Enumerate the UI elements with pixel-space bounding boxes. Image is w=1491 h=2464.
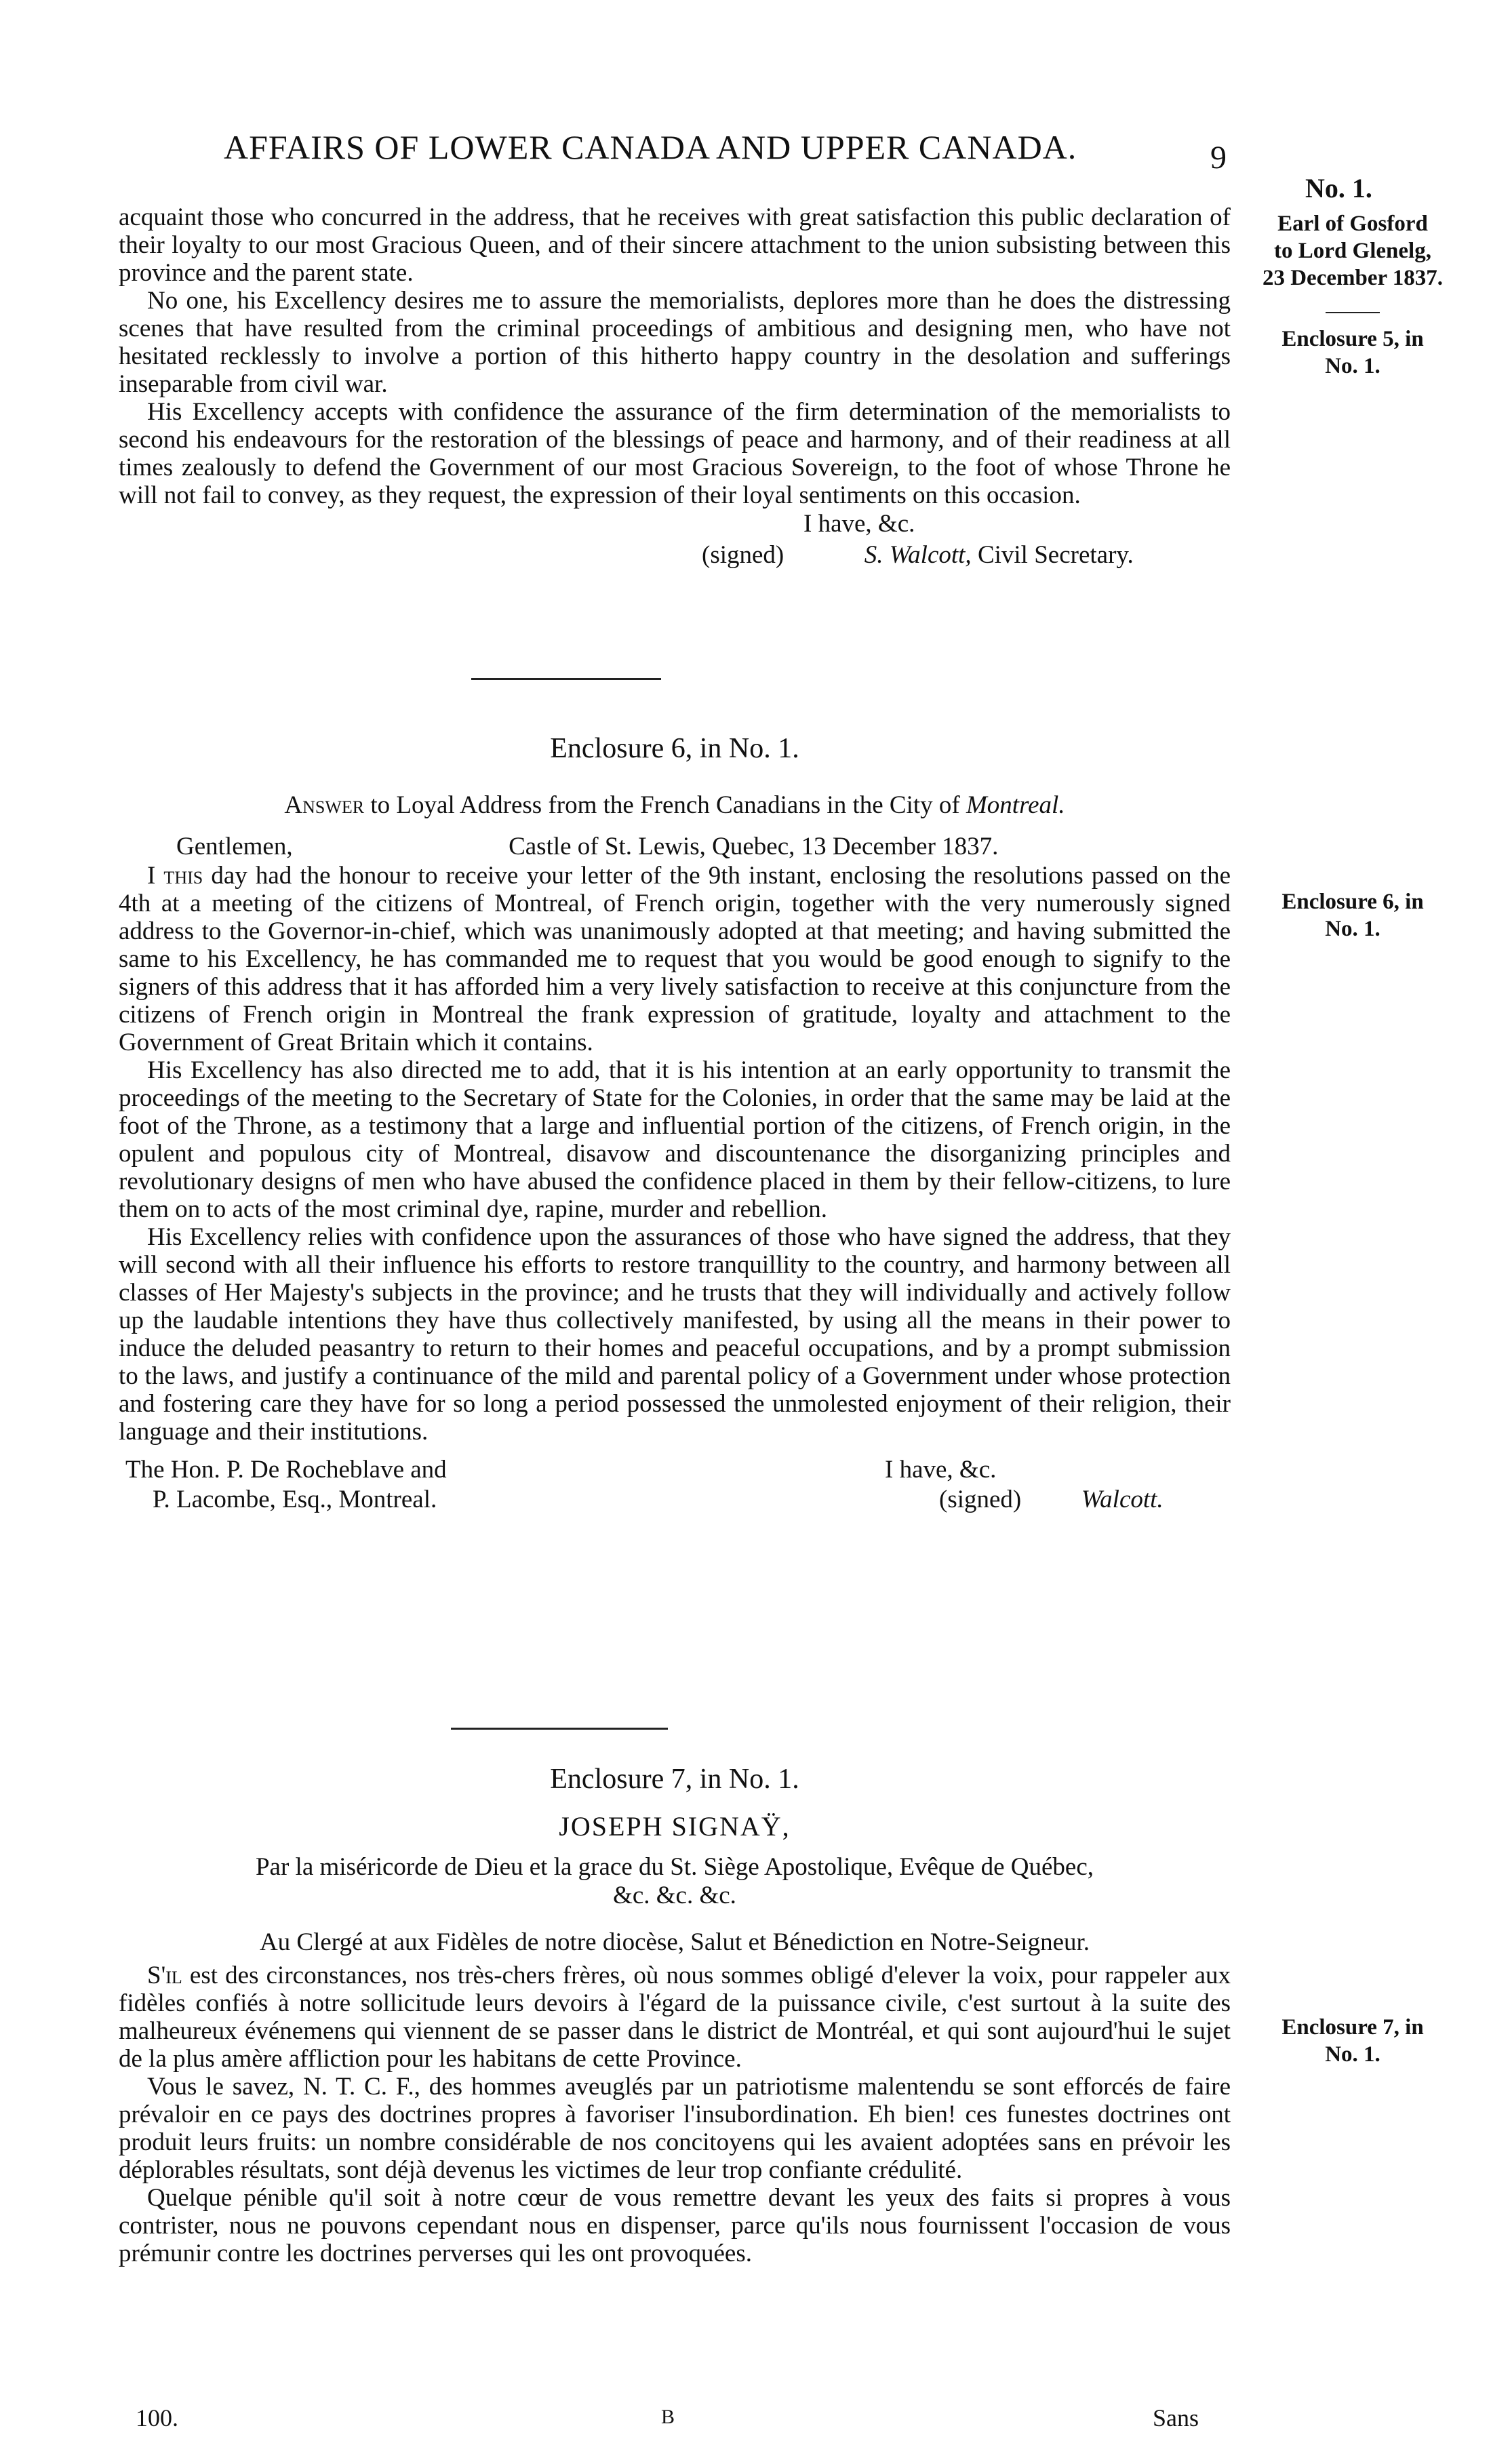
footer-number: 100. [136,2404,178,2431]
paragraph: His Excellency relies with confidence upon the assurances of those who have signed the address, that they will second with all their influence his efforts to restore tranquillity to the country, and harmony between all classes of Her Majesty's subjects in the province; and he trusts that they will individually and actively follow up the laudable intentions they have thus collectively manifested, by using all the means in their power to induce the deluded peasantry to return to their homes and peaceful occupations, and by a prompt submission to the laws, and justify a continuance of the mild and parental policy of a Government under whose protection and fostering care they have for so long a period possessed the unmolested enjoyment of their religion, their language and their institutions. [119,1223,1231,1446]
paragraph-opening: S'il [147,1962,182,1989]
paragraph-opening: I this [147,862,203,890]
signature-name: Walcott. [1081,1486,1164,1513]
margin-doc-number: No. 1. [1305,173,1372,203]
addressee-line: P. Lacombe, Esq., Montreal. [153,1486,437,1513]
salutation-line [119,832,1231,862]
place-date: Castle of St. Lewis, Quebec, 13 December 1837. [509,833,999,860]
subtitle-text: to Loyal Address from the French Canadians in the City of [364,791,966,819]
margin-correspondence-line: Earl of Gosford [1277,212,1428,236]
section-rule [451,1728,668,1730]
paragraph [119,862,1231,1056]
subtitle-city: Montreal. [966,791,1065,819]
addressee [125,1455,447,1515]
margin-enclosure-line: No. 1. [1325,917,1380,941]
enclosure-5-continuation [119,203,1231,572]
signature-line [939,1485,1164,1515]
margin-enclosure-line: Enclosure 6, in [1281,890,1424,914]
signature-title: Civil Secretary. [977,541,1134,569]
margin-rule [1326,312,1380,313]
bishop-title-line: &c. &c. &c. [613,1882,736,1909]
enclosure-heading: Enclosure 7, in No. 1. [550,1764,799,1795]
greeting: Au Clergé at aux Fidèles de notre diocèse, Salut et Bénediction en Notre-Seigneur. [259,1928,1090,1956]
catchword: Sans [1153,2404,1199,2431]
paragraph [119,1962,1231,2073]
salutation: Gentlemen, [176,833,293,860]
subtitle-caps: Answer [284,791,365,819]
paragraph: acquaint those who concurred in the address, that he receives with great satisfaction this public declaration of their loyalty to our most Gracious Queen, and of their sincere attachment to the union subsisting between this province and the parent state. [119,203,1231,287]
paragraph-text: est des circonstances, nos très-chers frères, où nous sommes obligé d'elever la voix, pour rappeler aux fidèles confiés à notre sollicitude leurs devoirs à l'égard de la puissance civile, c'est surtout à la suite des malheureux événemens qui viennent de se passer dans le district de Montréal, et qui sont aujourd'hui le sujet de la plus amère affliction pour les habitans de cette Province. [119,1962,1231,2073]
closing: I have, &c. [803,510,915,538]
closing: I have, &c. [885,1456,997,1484]
margin-enclosure-line: Enclosure 5, in [1281,327,1424,351]
bishop-title [119,1853,1231,1910]
signed-label: (signed) [939,1486,1022,1513]
bishop-title-line: Par la miséricorde de Dieu et la grace du St. Siège Apostolique, Evêque de Québec, [255,1853,1094,1881]
paragraph: His Excellency accepts with confidence the assurance of the firm determination of the memorialists to second his endeavours for the restoration of the blessings of peace and harmony, and of their readiness at all times zealously to defend the Government of our most Gracious Sovereign, to the foot of whose Throne he will not fail to convey, as they request, the expression of their loyal sentiments on this occasion. [119,398,1231,509]
running-header: AFFAIRS OF LOWER CANADA AND UPPER CANADA. [224,128,1077,166]
margin-correspondence-line: to Lord Glenelg, [1274,239,1431,263]
addressee-line: The Hon. P. De Rocheblave and [125,1456,447,1484]
paragraph: No one, his Excellency desires me to assure the memorialists, deplores more than he does the distressing scenes that have resulted from the criminal proceedings of ambitious and designing men, who have not hesitated recklessly to involve a portion of this hitherto happy country in the desolation and sufferings inseparable from civil war. [119,287,1231,398]
address-signature-block [119,1455,1231,1516]
paragraph: Vous le savez, N. T. C. F., des hommes aveuglés par un patriotisme malentendu se sont efforcés de faire prévaloir en ce pays des doctrines propres à favoriser l'insubordination. Eh bien! ces funestes doctrines ont produit leurs fruits: un nombre considérable de nos concitoyens qui les avaient adoptées sans en prévoir les déplorables résultats, sont déjà devenus les victimes de leur trop confiante crédulité. [119,2073,1231,2184]
enclosure-7 [119,1763,1231,2267]
margin-enclosure-line: Enclosure 7, in [1281,2015,1424,2040]
enclosure-6 [119,732,1231,1516]
margin-enclosure-5 [1254,325,1451,380]
margin-enclosure-6 [1254,888,1451,942]
signed-label: (signed) [702,541,784,569]
paragraph: Quelque pénible qu'il soit à notre cœur de vous remettre devant les yeux des faits si propres à vous contrister, nous ne pouvons cependant nous en dispenser, parce qu'ils nous fournissent l'occasion de vous prémunir contre les doctrines perverses qui les ont provoquées. [119,2184,1231,2267]
bishop-name: JOSEPH SIGNAŸ, [559,1811,791,1842]
signature-name: S. Walcott, [864,541,972,569]
section-rule [471,678,661,680]
signature-line [119,539,1231,572]
paragraph-text: day had the honour to receive your letter of the 9th instant, enclosing the resolutions passed on the 4th at a meeting of the citizens of Montreal, of French origin, together with the very numerously signed address to the Governor-in-chief, which was unanimously adopted at that meeting; and having submitted the same to his Excellency, he has commanded me to request that you would be good enough to signify to the signers of this address that it has afforded him a very lively satisfaction to receive at this conjuncture from the citizens of French origin in Montreal the frank expression of gratitude, loyalty and attachment to the Government of Great Britain which it contains. [119,862,1231,1056]
paragraph: His Excellency has also directed me to add, that it is his intention at an early opportunity to transmit the proceedings of the meeting to the Secretary of State for the Colonies, in order that the same may be laid at the foot of the Throne, as a testimony that a large and influential portion of the citizens, of French origin, in the opulent and populous city of Montreal, disavow and discountenance the disorganizing principles and revolutionary designs of men who have abused the confidence placed in them by their fellow-citizens, to lure them on to acts of the most criminal dye, rapine, murder and rebellion. [119,1056,1231,1223]
margin-correspondence-line: 23 December 1837. [1262,266,1444,290]
signature-mark: B [661,2406,675,2428]
page-number: 9 [1210,140,1227,176]
margin-enclosure-line: No. 1. [1325,2042,1380,2067]
margin-enclosure-7 [1254,2014,1451,2068]
margin-correspondence [1244,210,1461,292]
margin-enclosure-line: No. 1. [1325,354,1380,378]
enclosure-subtitle [119,791,1231,820]
enclosure-heading: Enclosure 6, in No. 1. [550,733,799,764]
